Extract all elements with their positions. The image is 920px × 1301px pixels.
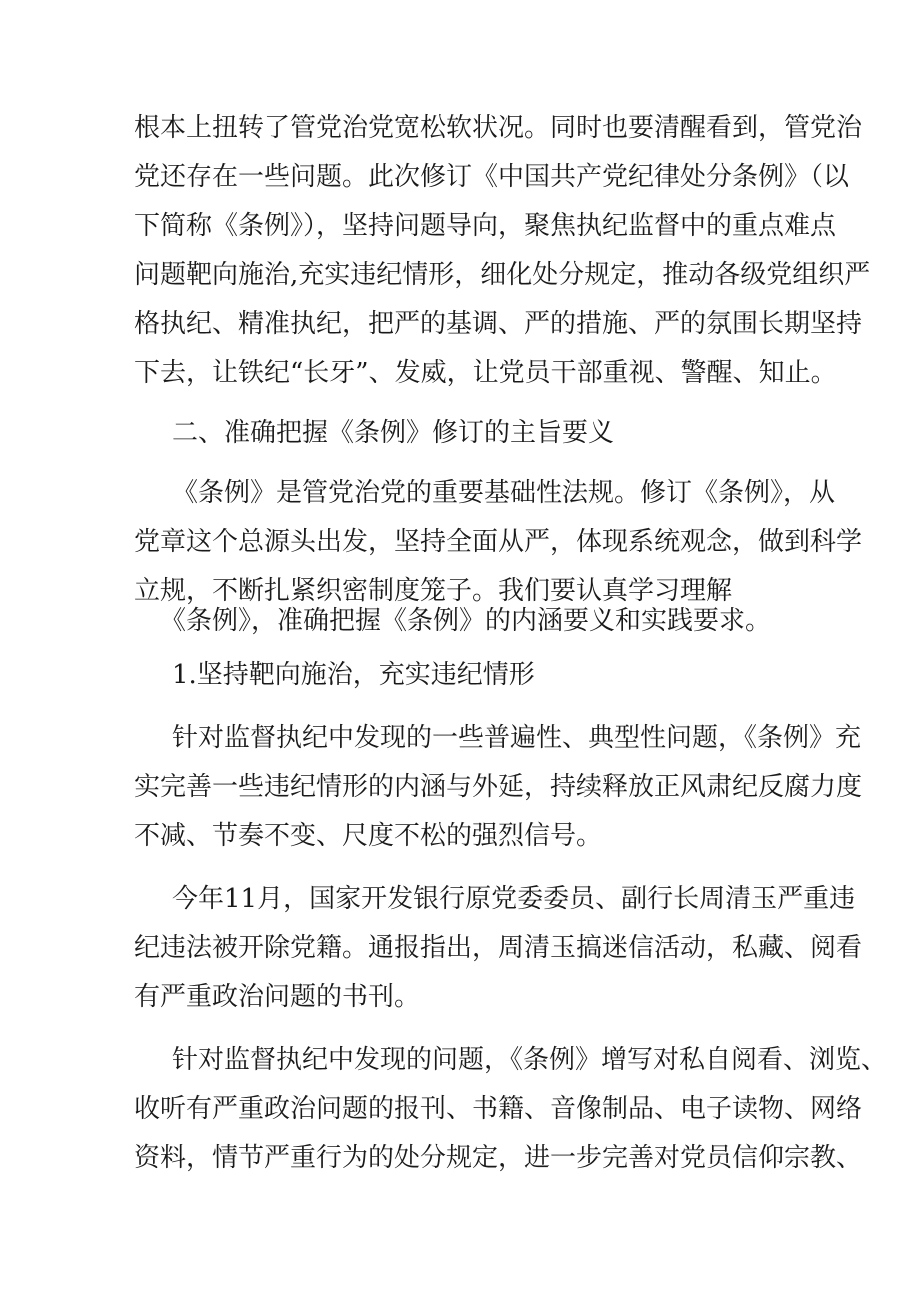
text-line: 有严重政治问题的书刊。	[134, 982, 421, 1012]
text-line: 针对监督执纪中发现的一些普遍性、典型性问题，《条例》充	[172, 723, 862, 753]
text-line: 问题靶向施治,充实违纪情形，细化处分规定，推动各级党组织严	[134, 260, 871, 290]
text-line: 实完善一些违纪情形的内涵与外延，持续释放正风肃纪反腐力度	[134, 772, 863, 802]
text-line: 纪违法被开除党籍。通报指出，周清玉搞迷信活动，私藏、阅看	[134, 933, 863, 963]
text-line: 下简称《条例》），坚持问题导向，聚焦执纪监督中的重点难点	[134, 211, 837, 241]
text-line: 立规，不断扎紧织密制度笼子。我们要认真学习理解	[134, 576, 733, 606]
section-heading: 二、准确把握《条例》修订的主旨要义	[172, 418, 615, 448]
subsection-heading: 1.坚持靶向施治，充实违纪情形	[172, 660, 535, 690]
text-line: 格执纪、精准执纪，把严的基调、严的措施、严的氛围长期坚持	[134, 309, 863, 339]
text-line: 党章这个总源头出发，坚持全面从严，体现系统观念，做到科学	[134, 527, 863, 557]
text-line: 收听有严重政治问题的报刊、书籍、音像制品、电子读物、网络	[134, 1094, 863, 1124]
text-line: 根本上扭转了管党治党宽松软状况。同时也要清醒看到，管党治	[134, 113, 863, 143]
text-line: 不减、节奏不变、尺度不松的强烈信号。	[134, 821, 603, 851]
text-line: 今年11月，国家开发银行原党委委员、副行长周清玉严重违	[172, 884, 856, 914]
text-line: 针对监督执纪中发现的问题，《条例》增写对私自阅看、浏览、	[172, 1045, 888, 1075]
text-line: 资料，情节严重行为的处分规定，进一步完善对党员信仰宗教、	[134, 1143, 863, 1173]
text-line: 《条例》是管党治党的重要基础性法规。修订《条例》，从	[172, 478, 836, 508]
text-line: 党还存在一些问题。此次修订《中国共产党纪律处分条例》（以	[134, 162, 850, 192]
text-line: 《条例》，准确把握《条例》的内涵要义和实践要求。	[160, 606, 772, 636]
text-line: 下去，让铁纪“长牙”、发威，让党员干部重视、警醒、知止。	[134, 358, 837, 388]
